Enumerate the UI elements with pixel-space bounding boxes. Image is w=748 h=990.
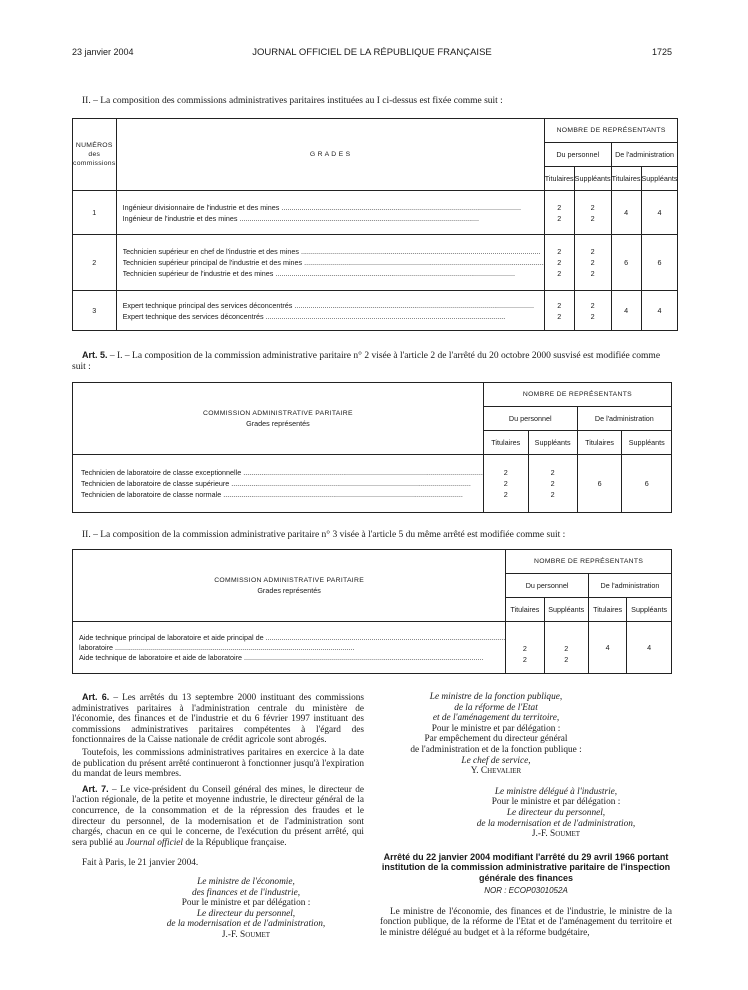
arrete-title: Arrêté du 22 janvier 2004 modifiant l'arrêté du 29 avril 1966 portant institution de la commission administrative paritaire de l'inspection générale des finances — [381, 851, 671, 883]
left-column — [72, 692, 364, 940]
row-suppleants: 2 2 2 — [528, 455, 577, 513]
table-row — [73, 291, 678, 331]
header-nombre: NOMBRE DE REPRÉSENTANTS — [544, 119, 678, 143]
table-row — [73, 455, 672, 513]
page-number: 1725 — [651, 47, 672, 57]
row-adm-suppleants: 6 — [622, 455, 672, 513]
row-adm-titulaires: 6 — [611, 235, 641, 291]
page-header — [72, 47, 672, 61]
row-suppleants: 2 2 — [574, 291, 611, 331]
row-adm-titulaires: 4 — [611, 291, 641, 331]
row-grades: Technicien de laboratoire de classe exceptionnelle ........................................................................................................................ Technicien de laboratoire de classe supérieure ........................................................................................................................ Technicien de laboratoire de classe normale ........................................................................................................................ — [73, 455, 484, 513]
header-commission: COMMISSION ADMINISTRATIVE PARITAIRE Grades représentés — [73, 550, 506, 622]
row-suppleants: 2 2 — [544, 622, 588, 674]
art6-paragraph-2: Toutefois, les commissions administratives paritaires en exercice à la date de publication du présent arrêté continueront à fonctionner jusqu'à l'expiration du mandat de leurs membres. — [72, 747, 364, 780]
header-administration: De l'administration — [588, 574, 671, 598]
row-titulaires: 2 2 — [544, 291, 574, 331]
header-suppleants: Suppléants — [528, 431, 577, 455]
row-grades: Expert technique principal des services déconcentrés ........................................................................................................................ Expert technique des services déconcentrés ........................................................................................................................ — [116, 291, 544, 331]
table-commission-2 — [72, 382, 672, 513]
arrete-body: Le ministre de l'économie, des finances et de l'industrie, le ministre de la fonction publique, de la réforme de l'Etat et de l'aménagement du territoire et le ministre délégué au budget et à la réforme budgétaire, — [380, 906, 672, 938]
header-titulaires-adm: Titulaires — [577, 431, 622, 455]
header-suppleants-adm: Suppléants — [627, 598, 672, 622]
row-adm-titulaires: 4 — [588, 622, 626, 674]
header-nombre: NOMBRE DE REPRÉSENTANTS — [506, 550, 672, 574]
table-commissions — [72, 118, 678, 331]
row-adm-suppleants: 6 — [641, 235, 678, 291]
header-nombre: NOMBRE DE REPRÉSENTANTS — [483, 383, 671, 407]
header-personnel: Du personnel — [544, 143, 611, 167]
table-row — [73, 191, 678, 235]
header-suppleants-adm: Suppléants — [622, 431, 672, 455]
art6-label: Art. 6. — [82, 692, 110, 702]
row-grades: Aide technique principal de laboratoire et aide principal de ........................................................................................................................ laboratoire ........................................................................................................................ Aide technique de laboratoire et aide de laboratoire ........................................................................................................................ — [73, 622, 506, 674]
row-numero: 1 — [73, 191, 117, 235]
art7-paragraph: Art. 7. – Le vice-président du Conseil général des mines, le directeur de l'action régionale, de la petite et moyenne industrie, le directeur général de la concurrence, de la consommation et de la répression des fraudes et le directeur du personnel, de la modernisation et de l'administration sont chargés, chacun en ce qui le concerne, de l'exécution du présent arrêté, qui sera publié au Journal officiel de la République française. — [72, 783, 364, 848]
header-grades: G R A D E S — [116, 119, 544, 191]
header-administration: De l'administration — [577, 407, 671, 431]
art5-ii-paragraph: II. – La composition de la commission administrative paritaire n° 3 visée à l'article 5 du même arrêté est modifiée comme suit : — [82, 530, 566, 540]
right-column — [380, 692, 672, 939]
row-suppleants: 2 2 — [574, 191, 611, 235]
row-titulaires: 2 2 2 — [544, 235, 574, 291]
row-adm-suppleants: 4 — [627, 622, 672, 674]
header-suppleants: Suppléants — [574, 167, 611, 191]
row-titulaires: 2 2 — [506, 622, 544, 674]
row-suppleants: 2 2 2 — [574, 235, 611, 291]
row-titulaires: 2 2 — [544, 191, 574, 235]
header-personnel: Du personnel — [506, 574, 589, 598]
header-suppleants-adm: Suppléants — [641, 167, 678, 191]
signature-left: Le ministre de l'économie, des finances et de l'industrie, Pour le ministre et par délégation : Le directeur du personnel, de la modernisation et de l'administration, J.-F. Soumet — [166, 876, 326, 940]
row-numero: 2 — [73, 235, 117, 291]
header-titulaires-adm: Titulaires — [611, 167, 641, 191]
header-titulaires: Titulaires — [483, 431, 528, 455]
header-date: 23 janvier 2004 — [72, 47, 134, 57]
journal-title: JOURNAL OFFICIEL DE LA RÉPUBLIQUE FRANÇAISE — [252, 47, 492, 58]
header-commission: COMMISSION ADMINISTRATIVE PARITAIRE Grades représentés — [73, 383, 484, 455]
row-grades: Ingénieur divisionnaire de l'industrie et des mines ........................................................................................................................ Ingénieur de l'industrie et des mines ........................................................................................................................ — [116, 191, 544, 235]
header-suppleants: Suppléants — [544, 598, 588, 622]
header-titulaires: Titulaires — [506, 598, 544, 622]
header-titulaires: Titulaires — [544, 167, 574, 191]
signature-right-2: Le ministre délégué à l'industrie, Pour le ministre et par délégation : Le directeur du personnel, de la modernisation et de l'administration, J.-F. Soumet — [476, 786, 636, 840]
art7-label: Art. 7. — [82, 783, 109, 794]
row-numero: 3 — [73, 291, 117, 331]
header-administration: De l'administration — [611, 143, 678, 167]
row-adm-suppleants: 4 — [641, 291, 678, 331]
row-adm-suppleants: 4 — [641, 191, 678, 235]
header-numeros: NUMÉROS des commissions — [73, 119, 117, 191]
row-grades: Technicien supérieur en chef de l'industrie et des mines ........................................................................................................................ Technicien supérieur principal de l'industrie et des mines ........................................................................................................................ Technicien supérieur de l'industrie et des mines ........................................................................................................................ — [116, 235, 544, 291]
art5-label: Art. 5. — [82, 350, 108, 360]
art5-paragraph — [72, 350, 672, 373]
header-titulaires-adm: Titulaires — [588, 598, 626, 622]
signature-right-1: Le ministre de la fonction publique, de la réforme de l'Etat et de l'aménagement du territoire, Pour le ministre et par délégation : Par empêchement du directeur général de l'administration et de la fonction publique : Le chef de service, Y. Chevalier — [410, 692, 582, 777]
table-row — [73, 235, 678, 291]
art5-text: – I. – La composition de la commission administrative paritaire n° 2 visée à l'article 2 de l'arrêté du 20 octobre 2000 susvisé est modifiée comme suit : — [72, 351, 661, 372]
table-row — [73, 622, 672, 674]
row-titulaires: 2 2 2 — [483, 455, 528, 513]
art6-paragraph: Art. 6. – Les arrêtés du 13 septembre 2000 instituant des commissions administratives paritaires à l'administration centrale du ministère de l'économie, des finances et de l'industrie et du 6 février 1997 instituant des commissions administratives paritaires compétentes à l'égard des fonctionnaires de la Caisse nationale de crédit agricole sont abrogés. — [72, 692, 364, 746]
section-ii-intro: II. – La composition des commissions administratives paritaires instituées au I ci-dessus est fixée comme suit : — [82, 96, 503, 106]
nor-reference: NOR : ECOP0301052A — [484, 886, 568, 896]
header-personnel: Du personnel — [483, 407, 577, 431]
row-adm-titulaires: 4 — [611, 191, 641, 235]
table-commission-3 — [72, 549, 672, 674]
fait-line: Fait à Paris, le 21 janvier 2004. — [82, 858, 199, 869]
row-adm-titulaires: 6 — [577, 455, 622, 513]
